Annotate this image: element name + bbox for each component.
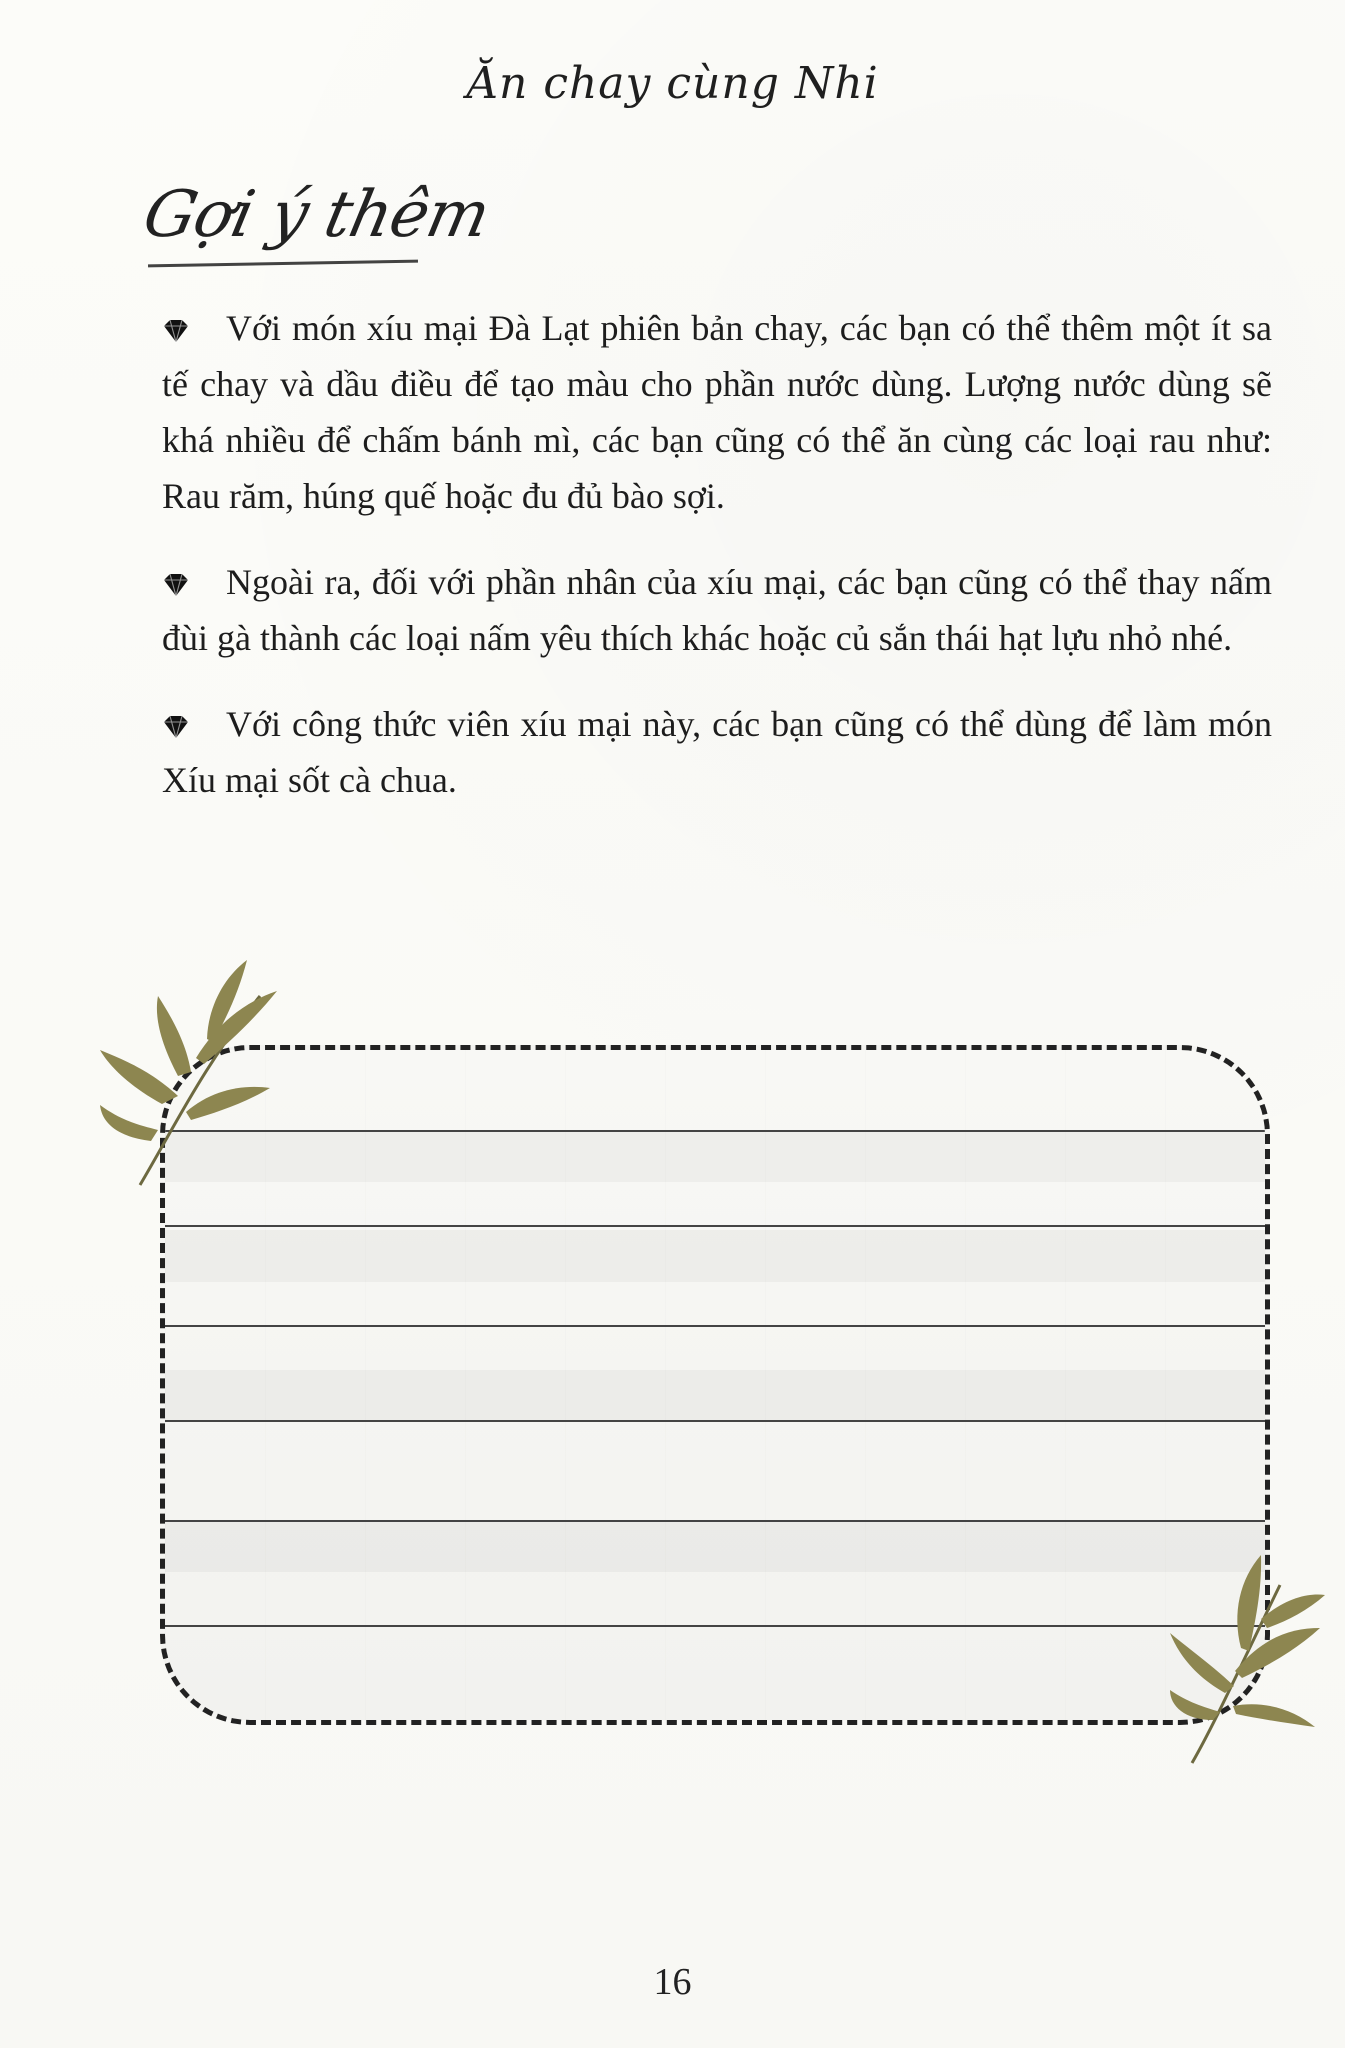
tip-text-1: Với món xíu mại Đà Lạt phiên bản chay, các bạn có thể thêm một ít sa tế chay và dầu điều để tạo màu cho phần nước dùng. Lượng nước dùng sẽ khá nhiều để chấm bánh mì, các bạn cũng có thể ăn cùng các loại rau như: Rau răm, húng quế hoặc đu đủ bào sợi. [162,308,1272,516]
diamond-icon [162,573,190,597]
tips-content [162,300,1272,838]
notes-box [160,1045,1270,1725]
note-band-2 [165,1230,1270,1282]
note-line-6 [165,1625,1270,1627]
note-line-1 [165,1130,1270,1132]
tip-paragraph-3 [162,696,1272,808]
note-band-3 [165,1370,1270,1422]
note-band-4 [165,1520,1270,1572]
diamond-icon [162,715,190,739]
bamboo-leaf-icon [100,960,290,1200]
page-number: 16 [653,1961,692,2003]
diamond-icon [162,319,190,343]
note-band-1 [165,1130,1270,1182]
bamboo-leaf-icon [1170,1555,1325,1765]
note-line-2 [165,1225,1270,1227]
tip-text-3: Với công thức viên xíu mại này, các bạn cũng có thể dùng để làm món Xíu mại sốt cà chua. [162,704,1272,800]
note-line-5 [165,1520,1270,1522]
section-title: Gợi ý thêm [137,178,496,252]
note-line-3 [165,1325,1270,1327]
running-header: Ăn chay cùng Nhi [466,58,879,109]
note-line-4 [165,1420,1270,1422]
tip-paragraph-1 [162,300,1272,524]
tip-paragraph-2 [162,554,1272,666]
title-underline [148,260,418,268]
tip-text-2: Ngoài ra, đối với phần nhân của xíu mại, các bạn cũng có thể thay nấm đùi gà thành các loại nấm yêu thích khác hoặc củ sắn thái hạt lựu nhỏ nhé. [162,562,1272,658]
